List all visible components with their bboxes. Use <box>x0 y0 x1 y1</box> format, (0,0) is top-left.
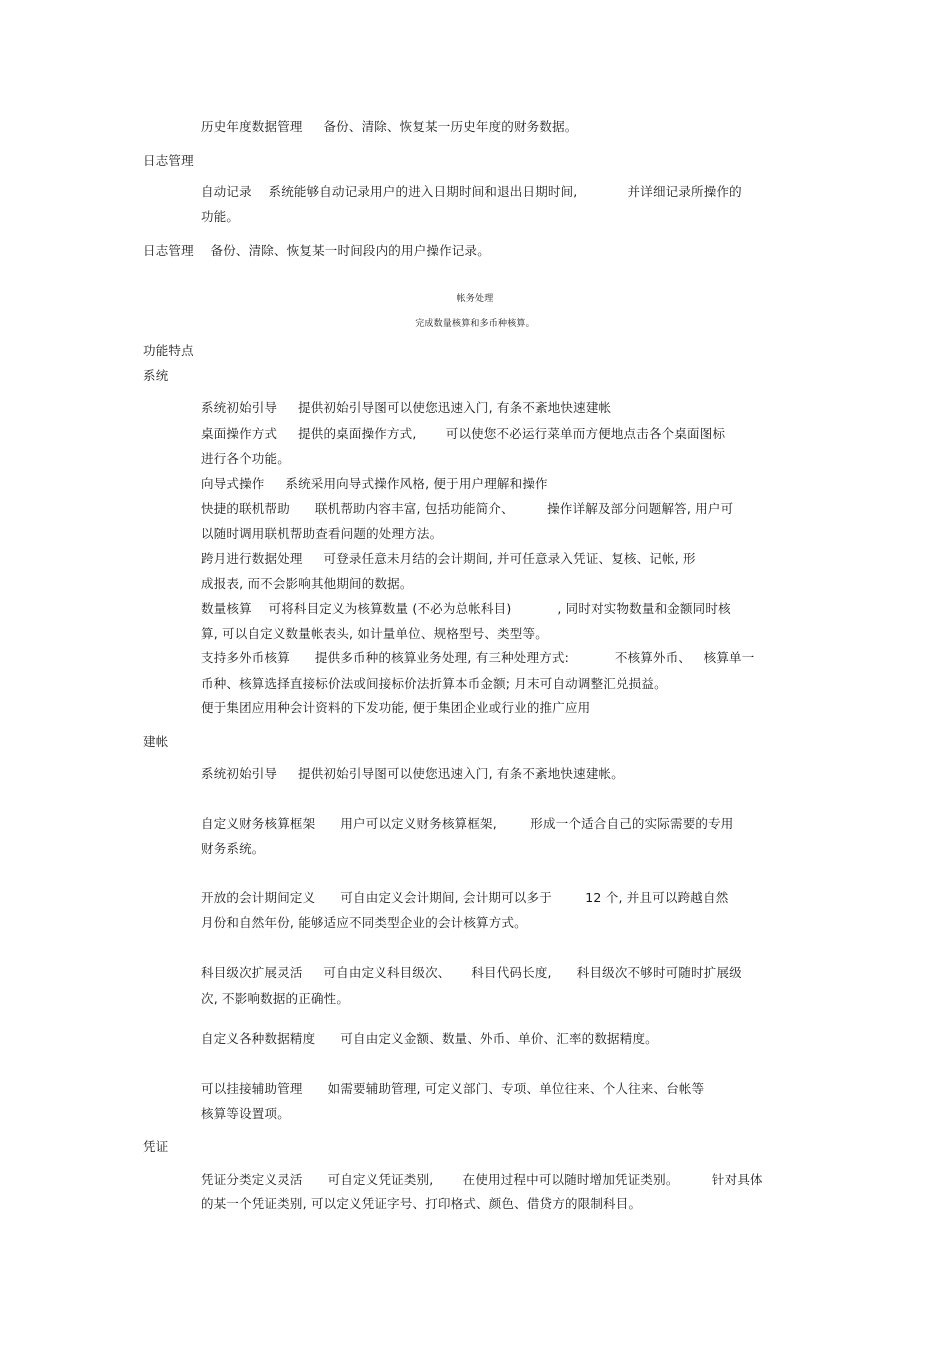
online-help-line-cont: 以随时调用联机帮助查看问题的处理方法。 <box>201 526 443 541</box>
auto-record-line: 自动记录 系统能够自动记录用户的进入日期时间和退出日期时间, 并详细记录所操作的 <box>201 184 742 199</box>
page-title: 帐务处理 <box>456 294 494 304</box>
section-heading-system: 系统 <box>143 368 169 383</box>
voucher-category-line-cont: 的某一个凭证类别, 可以定义凭证字号、打印格式、颜色、借贷方的限制科目。 <box>201 1196 642 1211</box>
section-heading-features: 功能特点 <box>143 343 194 358</box>
quantity-accounting-line: 数量核算 可将科目定义为核算数量 (不必为总帐科目) , 同时对实物数量和金额同时核 <box>201 601 731 616</box>
page-subtitle: 完成数量核算和多币种核算。 <box>415 319 535 329</box>
accounting-period-line: 开放的会计期间定义 可自由定义会计期间, 会计期可以多于 12 个, 并且可以跨越自然 <box>201 890 729 905</box>
quantity-accounting-line-cont: 算, 可以自定义数量帐表头, 如计量单位、规格型号、类型等。 <box>201 626 548 641</box>
log-management-line: 日志管理 备份、清除、恢复某一时间段内的用户操作记录。 <box>143 243 490 258</box>
custom-framework-line: 自定义财务核算框架 用户可以定义财务核算框架, 形成一个适合自己的实际需要的专用 <box>201 816 734 831</box>
custom-framework-line-cont: 财务系统。 <box>201 841 265 856</box>
auto-record-line-cont: 功能。 <box>201 209 240 224</box>
auxiliary-management-line-cont: 核算等设置项。 <box>201 1106 290 1121</box>
online-help-line: 快捷的联机帮助 联机帮助内容丰富, 包括功能简介、 操作详解及部分问题解答, 用户可 <box>201 501 734 516</box>
setup-guide-line: 系统初始引导 提供初始引导图可以使您迅速入门, 有条不紊地快速建帐。 <box>201 766 624 781</box>
section-heading-log-management: 日志管理 <box>143 153 194 168</box>
accounting-period-line-cont: 月份和自然年份, 能够适应不同类型企业的会计核算方式。 <box>201 915 527 930</box>
wizard-line: 向导式操作 系统采用向导式操作风格, 便于用户理解和操作 <box>201 476 548 491</box>
group-application-line: 便于集团应用种会计资料的下发功能, 便于集团企业或行业的推广应用 <box>201 700 591 715</box>
desktop-mode-line-cont: 进行各个功能。 <box>201 451 290 466</box>
desktop-mode-line: 桌面操作方式 提供的桌面操作方式, 可以使您不必运行菜单而方便地点击各个桌面图标 <box>201 426 726 441</box>
history-data-line: 历史年度数据管理 备份、清除、恢复某一历史年度的财务数据。 <box>201 119 578 134</box>
multi-currency-line: 支持多外币核算 提供多币种的核算业务处理, 有三种处理方式: 不核算外币、 核算单一 <box>201 650 755 665</box>
system-guide-line: 系统初始引导 提供初始引导图可以使您迅速入门, 有条不紊地快速建帐 <box>201 400 612 415</box>
section-heading-account-setup: 建帐 <box>143 734 169 749</box>
auxiliary-management-line: 可以挂接辅助管理 如需要辅助管理, 可定义部门、专项、单位往来、个人往来、台帐等 <box>201 1081 705 1096</box>
multi-currency-line-cont: 币种、核算选择直接标价法或间接标价法折算本币金额; 月末可自动调整汇兑损益。 <box>201 676 667 691</box>
section-heading-voucher: 凭证 <box>143 1139 169 1154</box>
data-precision-line: 自定义各种数据精度 可自由定义金额、数量、外币、单价、汇率的数据精度。 <box>201 1031 658 1046</box>
cross-month-line-cont: 成报表, 而不会影响其他期间的数据。 <box>201 576 413 591</box>
voucher-category-line: 凭证分类定义灵活 可自定义凭证类别, 在使用过程中可以随时增加凭证类别。 针对具体 <box>201 1172 763 1187</box>
subject-level-line: 科目级次扩展灵活 可自由定义科目级次、 科目代码长度, 科目级次不够时可随时扩展级 <box>201 965 742 980</box>
cross-month-line: 跨月进行数据处理 可登录任意未月结的会计期间, 并可任意录入凭证、复核、记帐, 形 <box>201 551 696 566</box>
subject-level-line-cont: 次, 不影响数据的正确性。 <box>201 991 350 1006</box>
